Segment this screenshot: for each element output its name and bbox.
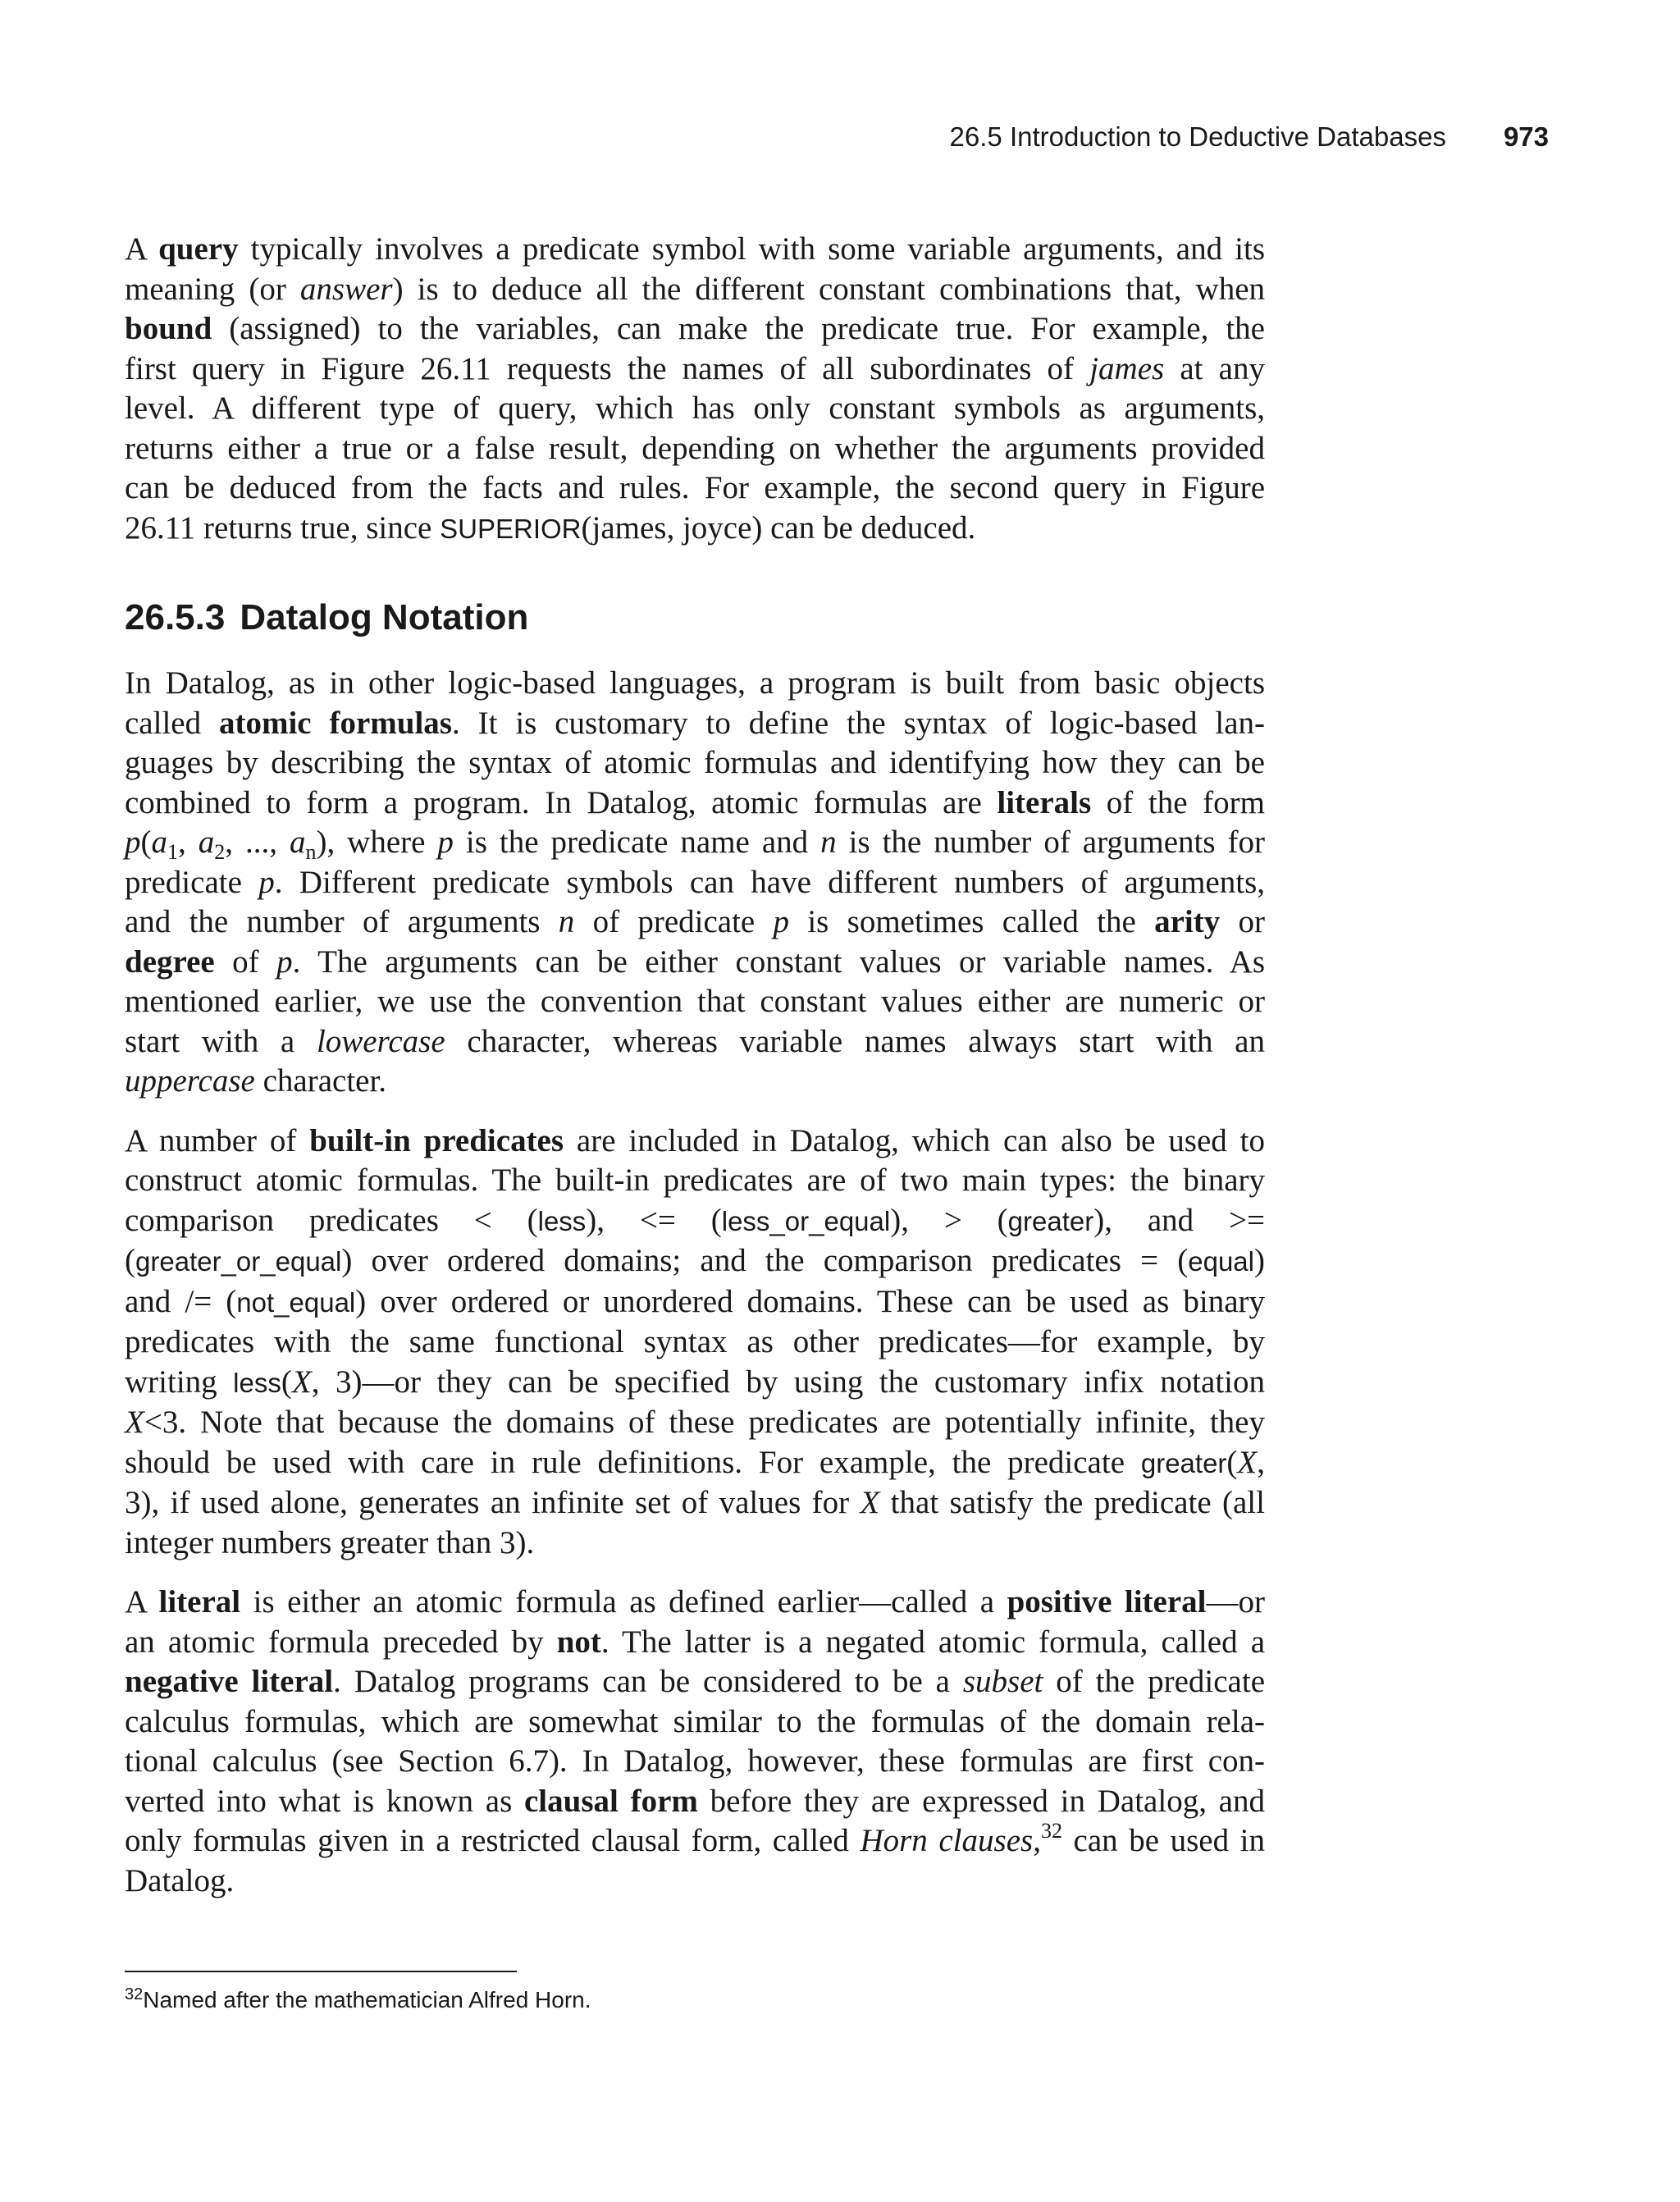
text-line: uppercase character.: [125, 1063, 387, 1099]
predicate-name: less: [537, 1205, 587, 1236]
text-line: an atomic formula preceded by not. The latter is a negated atomic formula, called a: [125, 1624, 1266, 1660]
predicate-name: greater_or_equal: [135, 1246, 342, 1277]
footnote-rule: [125, 1971, 517, 1972]
section-title: Datalog Notation: [240, 597, 529, 637]
italic-term: X: [1237, 1444, 1258, 1480]
text-line: combined to form a program. In Datalog, atomic formulas are literals of the form: [125, 784, 1265, 820]
bold-term: negative literal: [125, 1664, 334, 1699]
subscript: 1: [167, 840, 178, 864]
bold-term: built-in predicates: [309, 1122, 564, 1158]
text-line: mentioned earlier, we use the convention that constant values either are numeric or: [125, 984, 1265, 1019]
italic-term: a: [198, 825, 215, 860]
text-line: level. A different type of query, which has only constant symbols as arguments,: [125, 391, 1265, 426]
italic-term: p: [437, 825, 454, 860]
predicate-name: SUPERIOR: [440, 513, 582, 544]
text-line: X<3. Note that because the domains of these predicates are potentially infinite, they: [125, 1405, 1265, 1440]
footnote-marker: 32: [125, 1985, 144, 2003]
predicate-name: equal: [1188, 1246, 1254, 1277]
text-line: (greater_or_equal) over ordered domains; and the comparison predicates = (equal): [125, 1243, 1265, 1278]
body-text: [125, 230, 1265, 1921]
bold-term: arity: [1154, 904, 1221, 939]
bold-term: bound: [125, 311, 212, 346]
predicate-name: less_or_equal: [721, 1205, 891, 1236]
text-line: A literal is either an atomic formula as defined earlier—called a positive literal—or: [125, 1584, 1265, 1620]
italic-term: X: [291, 1364, 312, 1400]
bold-term: positive literal: [1007, 1584, 1207, 1620]
italic-term: answer: [299, 271, 393, 307]
text-line: only formulas given in a restricted clausal form, called Horn clauses,$^{32}$ can be used in: [125, 1819, 1265, 1858]
text-line: and the number of arguments n of predicate p is sometimes called the arity or: [125, 904, 1265, 939]
text-line: writing less(X, 3)—or they can be specified by using the customary infix notation: [125, 1364, 1265, 1400]
italic-term: james: [1089, 350, 1165, 386]
predicate-name: not_equal: [236, 1286, 356, 1318]
text-line: calculus formulas, which are somewhat similar to the formulas of the domain rela-: [125, 1703, 1265, 1739]
text-line: comparison predicates < (less), <= (less_or_equal), > (greater), and >=: [125, 1202, 1265, 1238]
text-line: should be used with care in rule definitions. For example, the predicate greater(X,: [125, 1444, 1265, 1480]
text-line: In Datalog, as in other logic-based languages, a program is built from basic objects: [125, 665, 1265, 701]
text-line: construct atomic formulas. The built-in predicates are of two main types: the binary: [125, 1163, 1265, 1198]
bold-term: clausal form: [524, 1783, 698, 1819]
predicate-name: greater: [1007, 1205, 1094, 1236]
italic-term: p: [125, 825, 141, 860]
footnote-ref: 32: [1040, 1819, 1062, 1843]
text-line: A number of built-in predicates are included in Datalog, which can also be used to: [125, 1122, 1265, 1158]
italic-term: lowercase: [316, 1023, 445, 1059]
text-line: returns either a true or a false result, depending on whether the arguments provided: [125, 430, 1265, 466]
italic-term: a: [151, 825, 167, 860]
text-line: 3), if used alone, generates an infinite set of values for X that satisfy the predicate (all: [125, 1485, 1265, 1520]
text-line: predicate p. Different predicate symbols can have different numbers of arguments,: [125, 864, 1265, 900]
footnote: [125, 1985, 1265, 2015]
text-line: negative literal. Datalog programs can be considered to be a subset of the predicate: [125, 1664, 1266, 1699]
text-line: Datalog.: [125, 1862, 235, 1898]
italic-term: X: [860, 1485, 880, 1520]
bold-term: not: [556, 1624, 601, 1660]
paragraph-built-in-predicates: [125, 1122, 1265, 1564]
text-line: can be deduced from the facts and rules. For example, the second query in Figure: [125, 470, 1265, 505]
text-line: start with a lowercase character, whereas variable names always start with an: [125, 1023, 1265, 1059]
predicate-name: greater: [1140, 1447, 1227, 1478]
paragraph-query: [125, 230, 1265, 549]
paragraph-atomic-formulas: [125, 664, 1265, 1102]
italic-term: p: [773, 904, 790, 939]
text-line: integer numbers greater than 3).: [125, 1524, 535, 1560]
text-line: A query typically involves a predicate symbol with some variable arguments, and its: [125, 231, 1265, 267]
text-line: verted into what is known as clausal form before they are expressed in Datalog, and: [125, 1783, 1265, 1819]
subscript: n: [305, 840, 317, 864]
italic-term: n: [558, 904, 575, 939]
bold-term: literals: [997, 784, 1092, 820]
italic-term: a: [289, 825, 306, 860]
paragraph-literals: [125, 1583, 1265, 1901]
text-line: and /= (not_equal) over ordered or unordered domains. These can be used as binary: [125, 1283, 1265, 1319]
text-line: $p(a_1$, $a_2$, ..., $a_n$), where p is the predicate name and n is the number of arguments for: [125, 825, 1266, 864]
text-line: first query in Figure 26.11 requests the names of all subordinates of james at any: [125, 350, 1265, 386]
italic-term: n: [820, 825, 837, 860]
text-line: tional calculus (see Section 6.7). In Datalog, however, these formulas are first con-: [125, 1743, 1265, 1779]
predicate-name: less: [233, 1367, 281, 1398]
italic-term: p: [258, 864, 275, 900]
section-number: 26.5.3: [125, 597, 226, 637]
subscript: 2: [214, 840, 226, 864]
text-line: 26.11 returns true, since SUPERIOR(james, joyce) can be deduced.: [125, 509, 976, 546]
running-head-title: 26.5 Introduction to Deductive Databases: [949, 121, 1446, 152]
text-line: called atomic formulas. It is customary to define the syntax of logic-based lan-: [125, 705, 1265, 741]
bold-term: literal: [158, 1584, 241, 1620]
footnote-text: Named after the mathematician Alfred Horn.: [143, 1987, 591, 2012]
text-line: predicates with the same functional syntax as other predicates—for example, by: [125, 1324, 1265, 1359]
italic-term: X: [125, 1405, 144, 1440]
bold-term: atomic formulas: [218, 705, 452, 741]
bold-term: degree: [125, 943, 215, 980]
text-line: guages by describing the syntax of atomic formulas and identifying how they can be: [125, 745, 1265, 780]
text-line: meaning (or answer) is to deduce all the different constant combinations that, when: [125, 271, 1265, 307]
page-number: 973: [1503, 121, 1549, 152]
text-line: bound (assigned) to the variables, can make the predicate true. For example, the: [125, 311, 1265, 346]
italic-term: subset: [962, 1664, 1043, 1699]
text-line: degree of p. The arguments can be either constant values or variable names. As: [125, 943, 1265, 980]
italic-term: uppercase: [125, 1063, 255, 1099]
bold-term: query: [158, 231, 239, 267]
section-heading: [125, 595, 1265, 641]
italic-term: Horn clauses: [860, 1823, 1034, 1858]
running-head: [820, 121, 1549, 153]
italic-term: p: [276, 943, 293, 980]
